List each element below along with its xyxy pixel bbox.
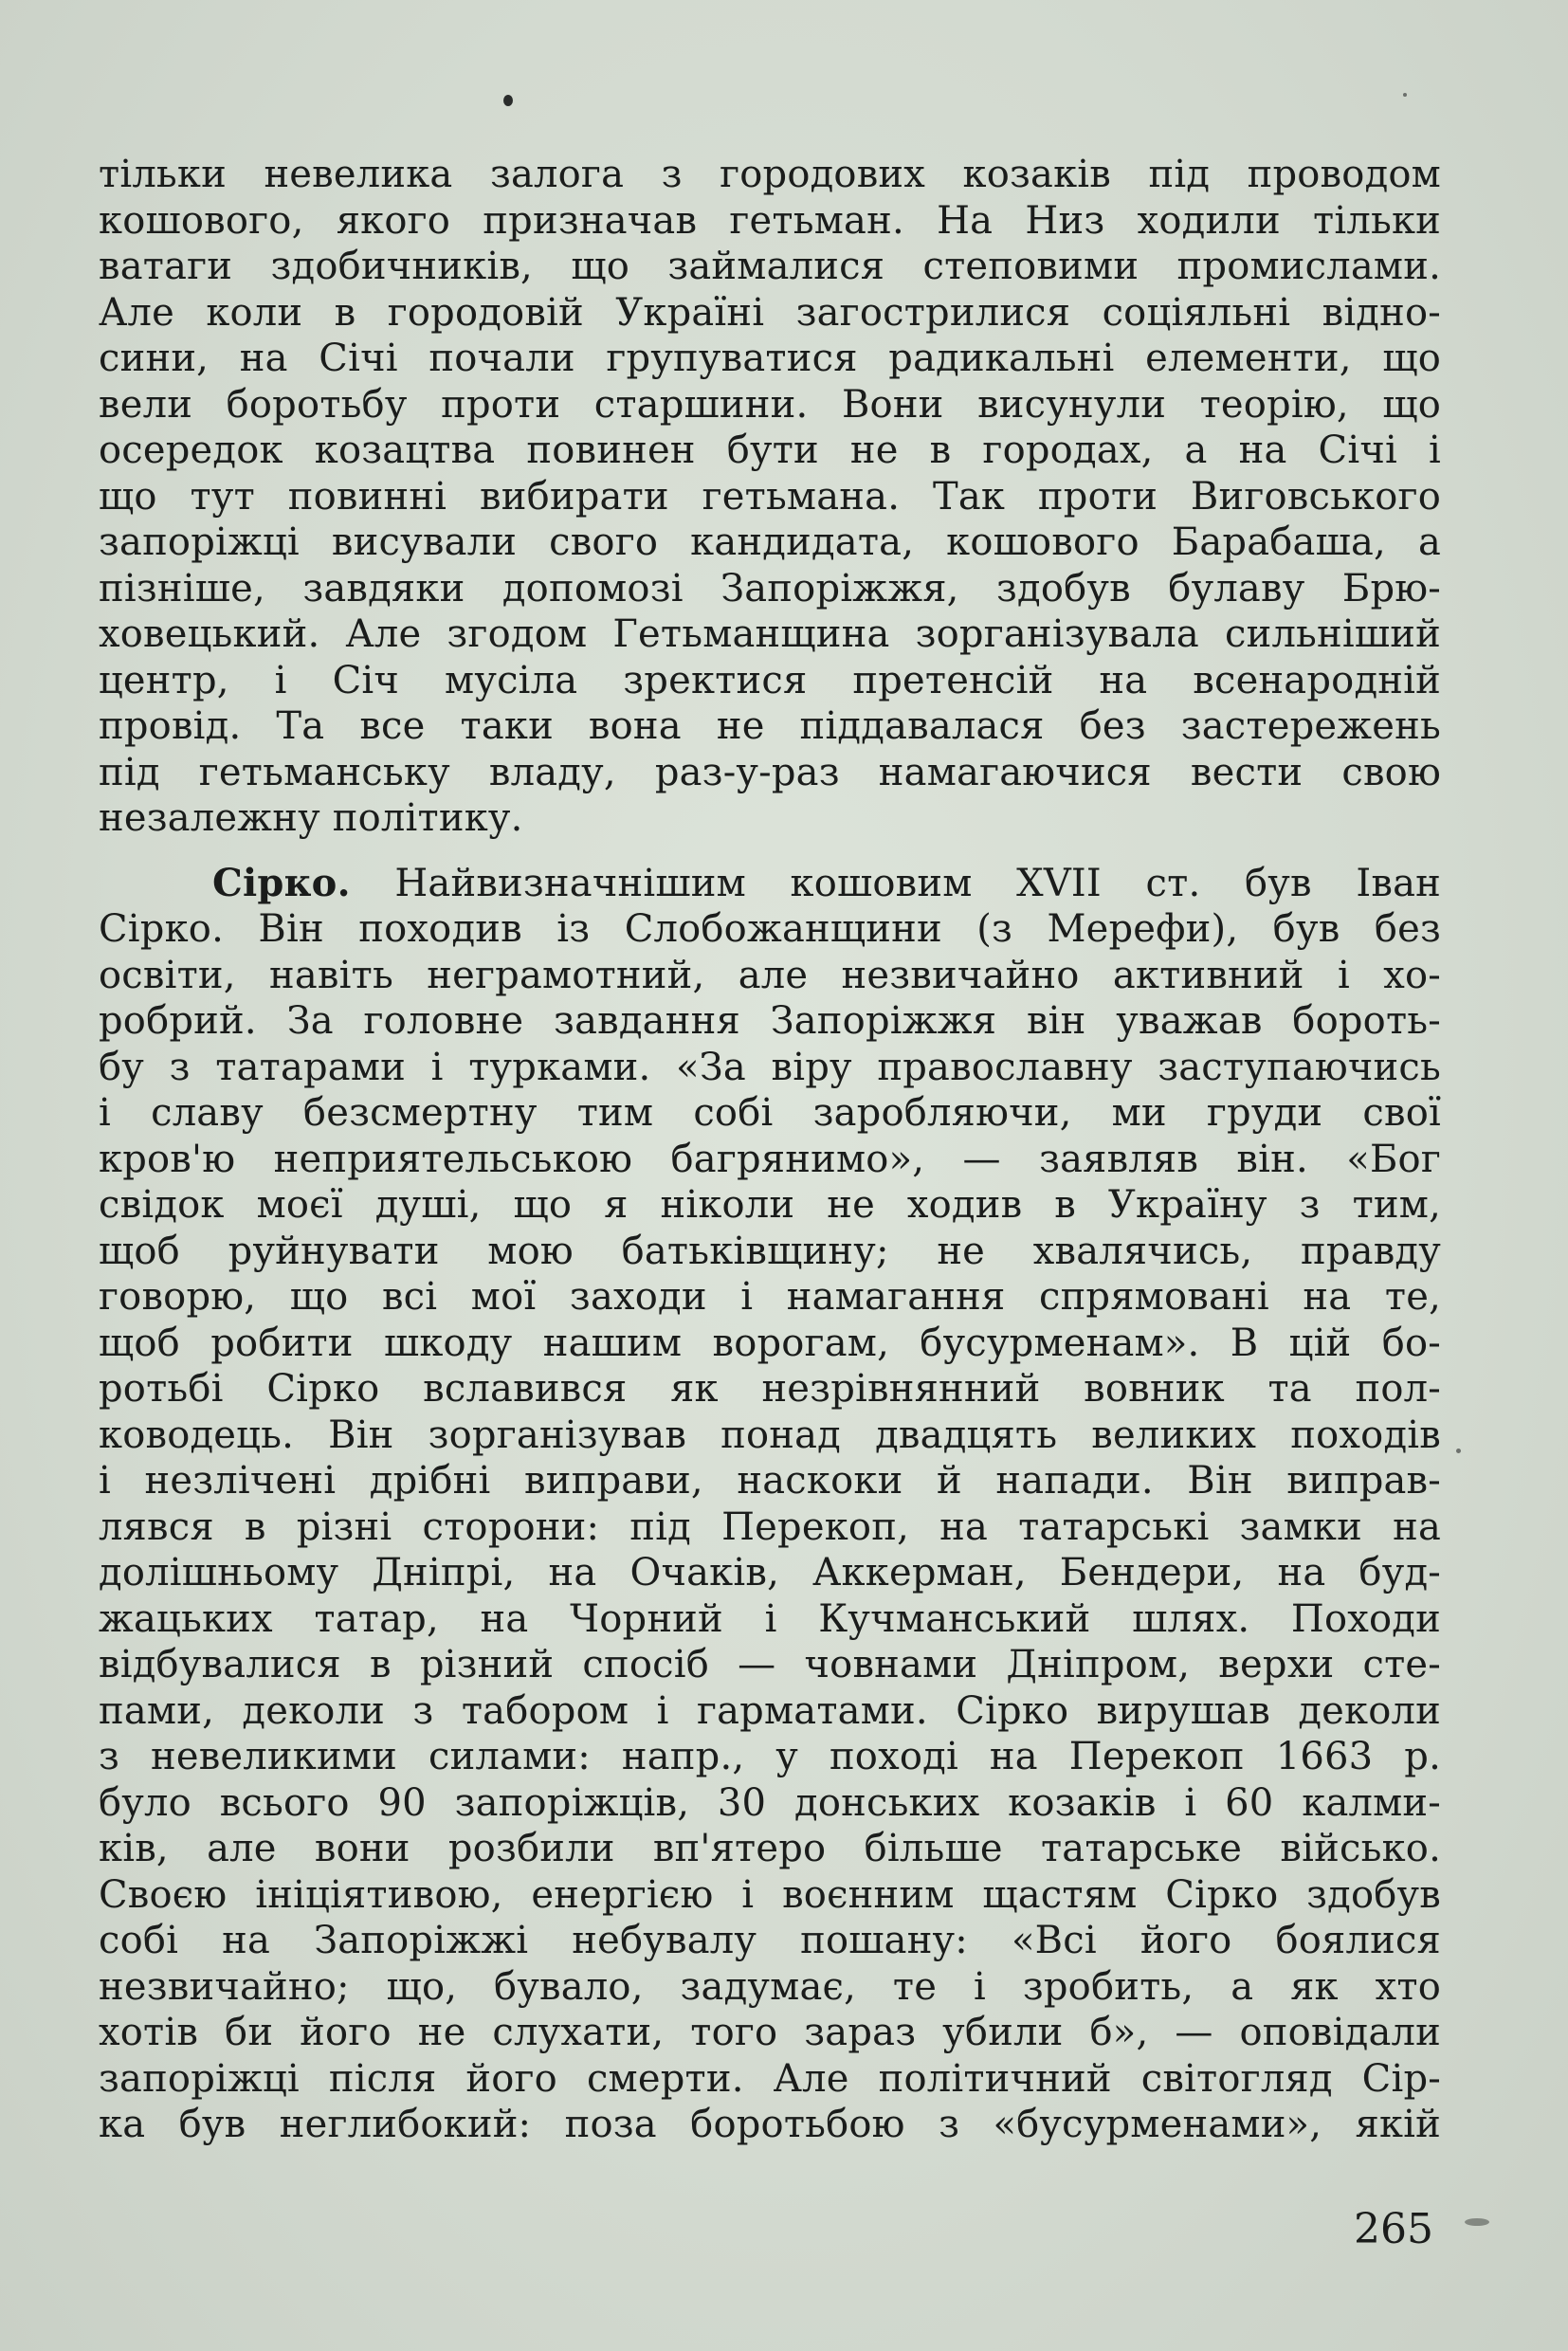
text-line: незалежну політику. [99,796,523,840]
text-line: незвичайно; що, бувало, задумає, те і зробить, а як хто [99,1964,1441,2009]
text-line: що тут повинні вибирати гетьмана. Так проти Виговського [99,474,1441,519]
text-line: щоб руйнувати мою батьківщину; не хвалячись, правду [99,1229,1441,1273]
page-number: 265 [1354,2205,1433,2253]
text-line: і славу безсмертну тим собі заробляючи, ми груди свої [99,1091,1441,1135]
text-line: провід. Та все таки вона не піддавалася без застережень [99,704,1441,748]
text-line: ватаги здобичників, що займалися степовими промислами. [99,245,1441,288]
ink-speck [1403,93,1407,97]
text-line: під гетьманську владу, раз-у-раз намагаючися вести свою [99,750,1441,794]
text-line: і незлічені дрібні виправи, наскоки й напади. Він виправ- [99,1459,1441,1503]
text-line: кров'ю неприятельською багрянимо», — заявляв він. «Бог [99,1137,1441,1181]
text-line: ків, але вони розбили вп'ятеро більше татарське військо. [99,1827,1441,1870]
text-line-rest: Найвизначнішим кошовим XVII ст. був Іван [394,861,1441,905]
ink-speck [1456,1449,1461,1453]
text-line: вели боротьбу проти старшини. Вони висунули теорію, що [99,382,1441,427]
text-line: бу з татарами і турками. «За віру православну заступаючись [99,1045,1441,1089]
text-line: осередок козацтва повинен бути не в городах, а на Січі і [99,428,1441,472]
text-line: освіти, навіть неграмотний, але незвичайно активний і хо- [99,953,1441,997]
text-line: запоріжці після його смерти. Але політичний світогляд Сір- [99,2056,1441,2101]
text-line: відбувалися в різний спосіб — човнами Дніпром, верхи сте- [99,1643,1441,1686]
text-line: говорю, що всі мої заходи і намагання спрямовані на те, [99,1275,1441,1319]
text-line: Але коли в городовій Україні загострилися соціяльні відно- [99,290,1441,335]
text-line: робрий. За головне завдання Запоріжжя він уважав бороть- [99,999,1441,1043]
text-line: хотів би його не слухати, того зараз убили б», — оповідали [99,2011,1441,2054]
text-line: з невеликими силами: напр., у поході на Перекоп 1663 р. [99,1735,1441,1778]
text-line: Сірко. Він походив із Слобожанщини (з Мерефи), був без [99,907,1441,951]
text-line: запоріжці висували свого кандидата, кошового Барабаша, а [99,520,1441,564]
text-line: ротьбі Сірко вславився як незрівнянний вовник та пол- [99,1367,1441,1411]
text-line: пами, деколи з табором і гарматами. Сірко вирушав деколи [99,1688,1441,1733]
text-line: лявся в різні сторони: під Перекоп, на татарські замки на [99,1504,1441,1549]
text-line: ховецький. Але згодом Гетьманщина зорганізувала сильніший [99,612,1441,656]
text-line: було всього 90 запоріжців, 30 донських козаків і 60 калми- [99,1780,1441,1825]
ink-smudge [1465,2218,1489,2226]
text-line: центр, і Січ мусіла зректися претенсій на всенародній [99,658,1441,702]
text-line: тільки невелика залога з городових козаків під проводом [99,153,1441,196]
text-line: сини, на Січі почали групуватися радикальні елементи, що [99,337,1441,380]
ink-speck [503,95,513,106]
text-line: свідок моєї душі, що я ніколи не ходив в Україну з тим, [99,1183,1441,1227]
text-line: кошового, якого призначав гетьман. На Низ ходили тільки [99,198,1441,243]
text-line: собі на Запоріжжі небувалу пошану: «Всі його боялися [99,1919,1441,1962]
body-text [99,152,1441,2148]
text-line: долішньому Дніпрі, на Очаків, Аккерман, Бендери, на буд- [99,1551,1441,1595]
text-line: пізніше, завдяки допомозі Запоріжжя, здобув булаву Брю- [99,566,1441,611]
text-line: ка був неглибокий: поза боротьбою з «бусурменами», якій [99,2103,1441,2146]
text-line: ководець. Він зорганізував понад двадцять великих походів [99,1412,1441,1457]
paragraph-first-line [99,861,1441,907]
text-line: Своєю ініціятивою, енергією і воєнним щастям Сірко здобув [99,1872,1441,1917]
section-heading: Сірко. [212,860,351,905]
text-line: щоб робити шкоду нашим ворогам, бусурменам». В цій бо- [99,1321,1441,1365]
text-line: жацьких татар, на Чорний і Кучманський шлях. Походи [99,1596,1441,1641]
